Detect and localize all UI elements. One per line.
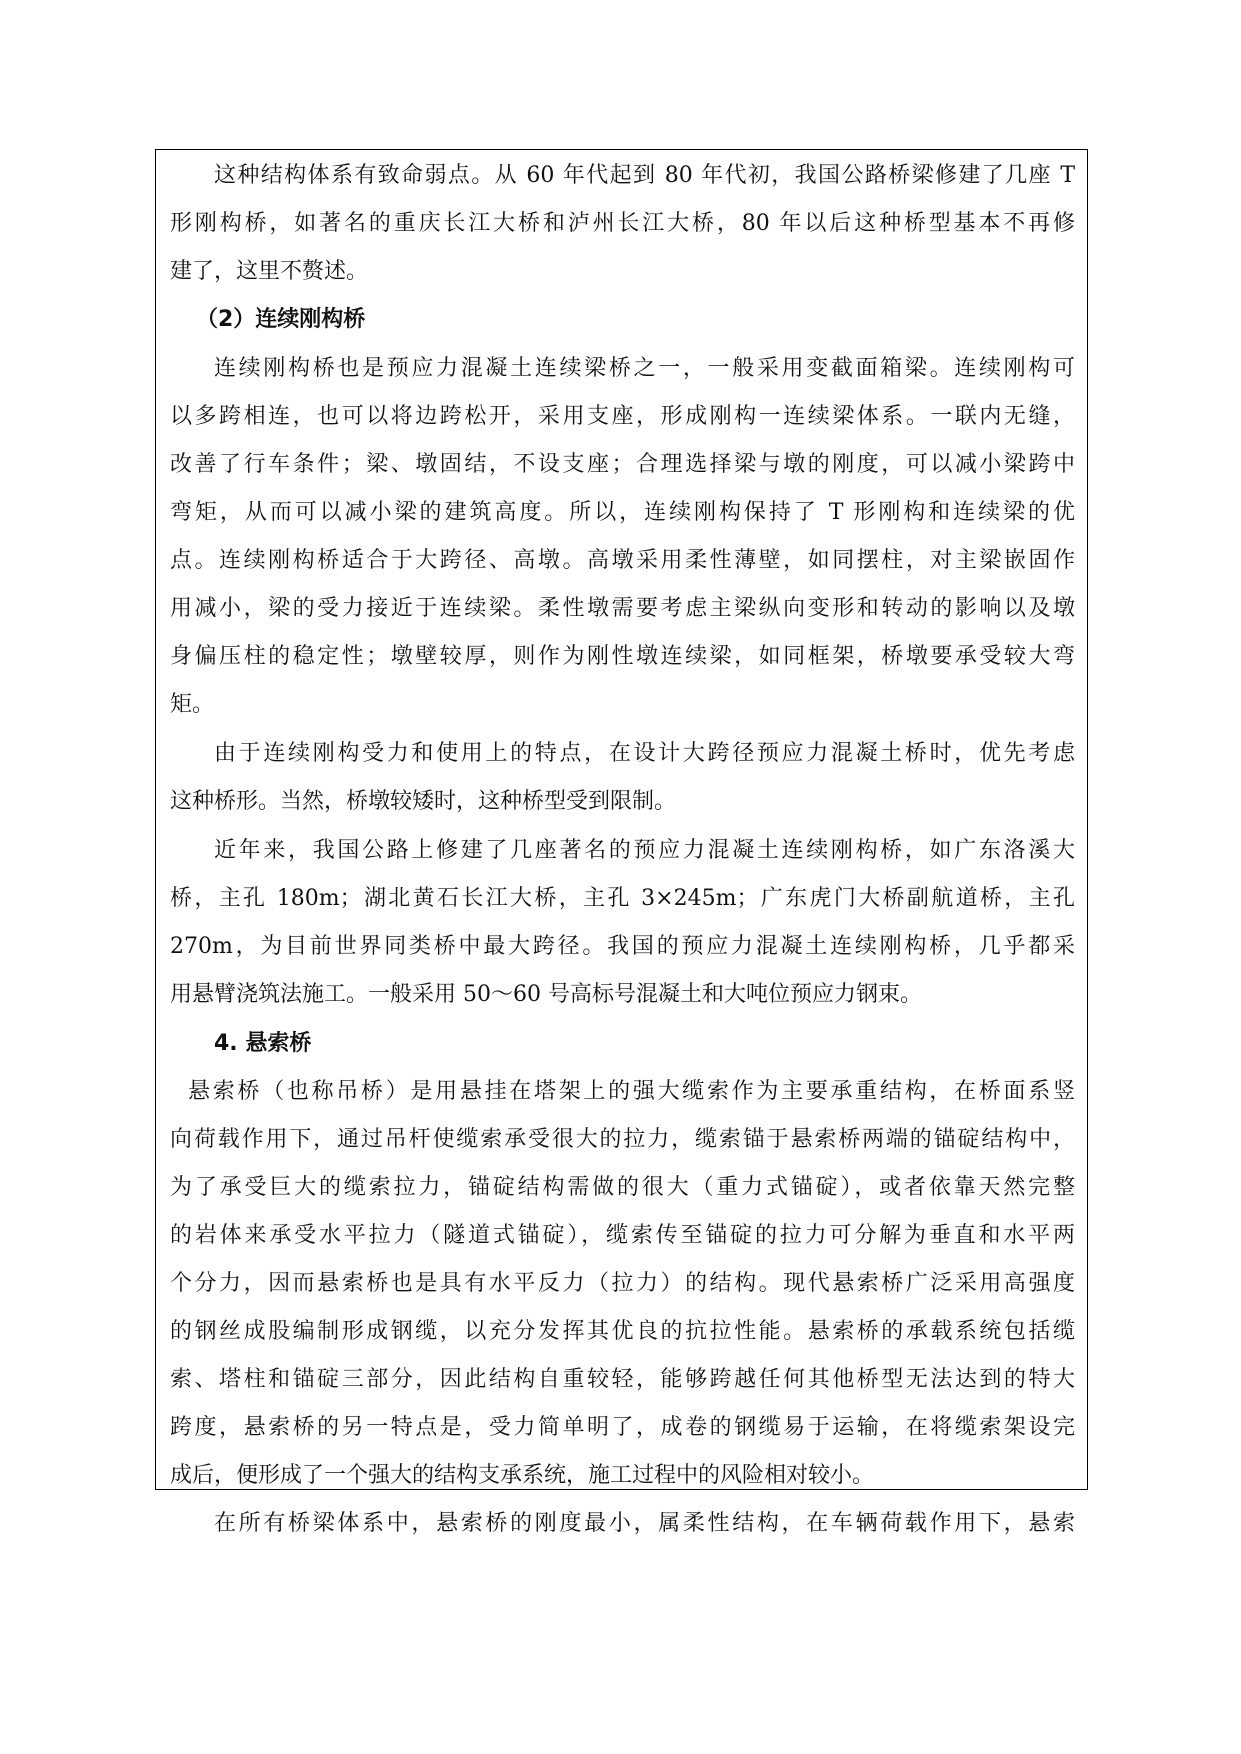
paragraph-5-line-7: 索、塔柱和锚碇三部分，因此结构自重较轻，能够跨越任何其他桥型无法达到的特大 [170, 1367, 1075, 1392]
paragraph-6-line-1: 在所有桥梁体系中，悬索桥的刚度最小，属柔性结构，在车辆荷载作用下，悬索 [214, 1511, 1075, 1536]
paragraph-2-line-3: 改善了行车条件；梁、墩固结，不设支座；合理选择梁与墩的刚度，可以减小梁跨中 [170, 452, 1075, 477]
paragraph-5-line-6: 的钢丝成股编制形成钢缆，以充分发挥其优良的抗拉性能。悬索桥的承载系统包括缆 [170, 1319, 1075, 1344]
paragraph-2-line-1: 连续刚构桥也是预应力混凝土连续梁桥之一，一般采用变截面箱梁。连续刚构可 [214, 356, 1075, 381]
paragraph-4-line-1: 近年来，我国公路上修建了几座著名的预应力混凝土连续刚构桥，如广东洛溪大 [214, 838, 1075, 863]
paragraph-2-line-7: 身偏压柱的稳定性；墩壁较厚，则作为刚性墩连续梁，如同框架，桥墩要承受较大弯 [170, 644, 1075, 669]
paragraph-1-line-3: 建了，这里不赘述。 [170, 259, 369, 284]
paragraph-1-line-1: 这种结构体系有致命弱点。从 60 年代起到 80 年代初，我国公路桥梁修建了几座 T [214, 163, 1075, 188]
paragraph-5-line-4: 的岩体来承受水平拉力（隧道式锚碇），缆索传至锚碇的拉力可分解为垂直和水平两 [170, 1223, 1075, 1248]
paragraph-2-line-6: 用减小，梁的受力接近于连续梁。柔性墩需要考虑主梁纵向变形和转动的影响以及墩 [170, 596, 1075, 621]
paragraph-5-line-5: 个分力，因而悬索桥也是具有水平反力（拉力）的结构。现代悬索桥广泛采用高强度 [170, 1271, 1075, 1296]
paragraph-5-line-3: 为了承受巨大的缆索拉力，锚碇结构需做的很大（重力式锚碇），或者依靠天然完整 [170, 1175, 1075, 1200]
paragraph-4-line-3: 270m，为目前世界同类桥中最大跨径。我国的预应力混凝土连续刚构桥，几乎都采 [170, 934, 1075, 959]
paragraph-1-line-2: 形刚构桥，如著名的重庆长江大桥和泸州长江大桥，80 年以后这种桥型基本不再修 [170, 211, 1075, 236]
paragraph-3-line-2: 这种桥形。当然，桥墩较矮时，这种桥型受到限制。 [170, 789, 677, 814]
paragraph-5-line-8: 跨度，悬索桥的另一特点是，受力简单明了，成卷的钢缆易于运输，在将缆索架设完 [170, 1415, 1075, 1440]
paragraph-4-line-4: 用悬臂浇筑法施工。一般采用 50～60 号高标号混凝土和大吨位预应力钢束。 [170, 982, 922, 1007]
paragraph-5-line-2: 向荷载作用下，通过吊杆使缆索承受很大的拉力，缆索锚于悬索桥两端的锚碇结构中， [170, 1127, 1075, 1152]
paragraph-5-line-9: 成后，便形成了一个强大的结构支承系统，施工过程中的风险相对较小。 [170, 1463, 875, 1488]
section-heading-suspension-bridge: 4. 悬索桥 [214, 1031, 312, 1056]
paragraph-2-line-5: 点。连续刚构桥适合于大跨径、高墩。高墩采用柔性薄壁，如同摆柱，对主梁嵌固作 [170, 548, 1075, 573]
paragraph-2-line-8: 矩。 [170, 692, 215, 717]
paragraph-3-line-1: 由于连续刚构受力和使用上的特点，在设计大跨径预应力混凝土桥时，优先考虑 [214, 741, 1075, 766]
paragraph-4-line-2: 桥，主孔 180m；湖北黄石长江大桥，主孔 3×245m；广东虎门大桥副航道桥，主孔 [170, 886, 1075, 911]
paragraph-5-line-1: 悬索桥（也称吊桥）是用悬挂在塔架上的强大缆索作为主要承重结构，在桥面系竖 [188, 1079, 1075, 1104]
paragraph-2-line-2: 以多跨相连，也可以将边跨松开，采用支座，形成刚构一连续梁体系。一联内无缝， [170, 404, 1075, 429]
section-heading-continuous-rigid-frame: （2）连续刚构桥 [196, 307, 366, 332]
paragraph-2-line-4: 弯矩，从而可以减小梁的建筑高度。所以，连续刚构保持了 T 形刚构和连续梁的优 [170, 500, 1075, 525]
